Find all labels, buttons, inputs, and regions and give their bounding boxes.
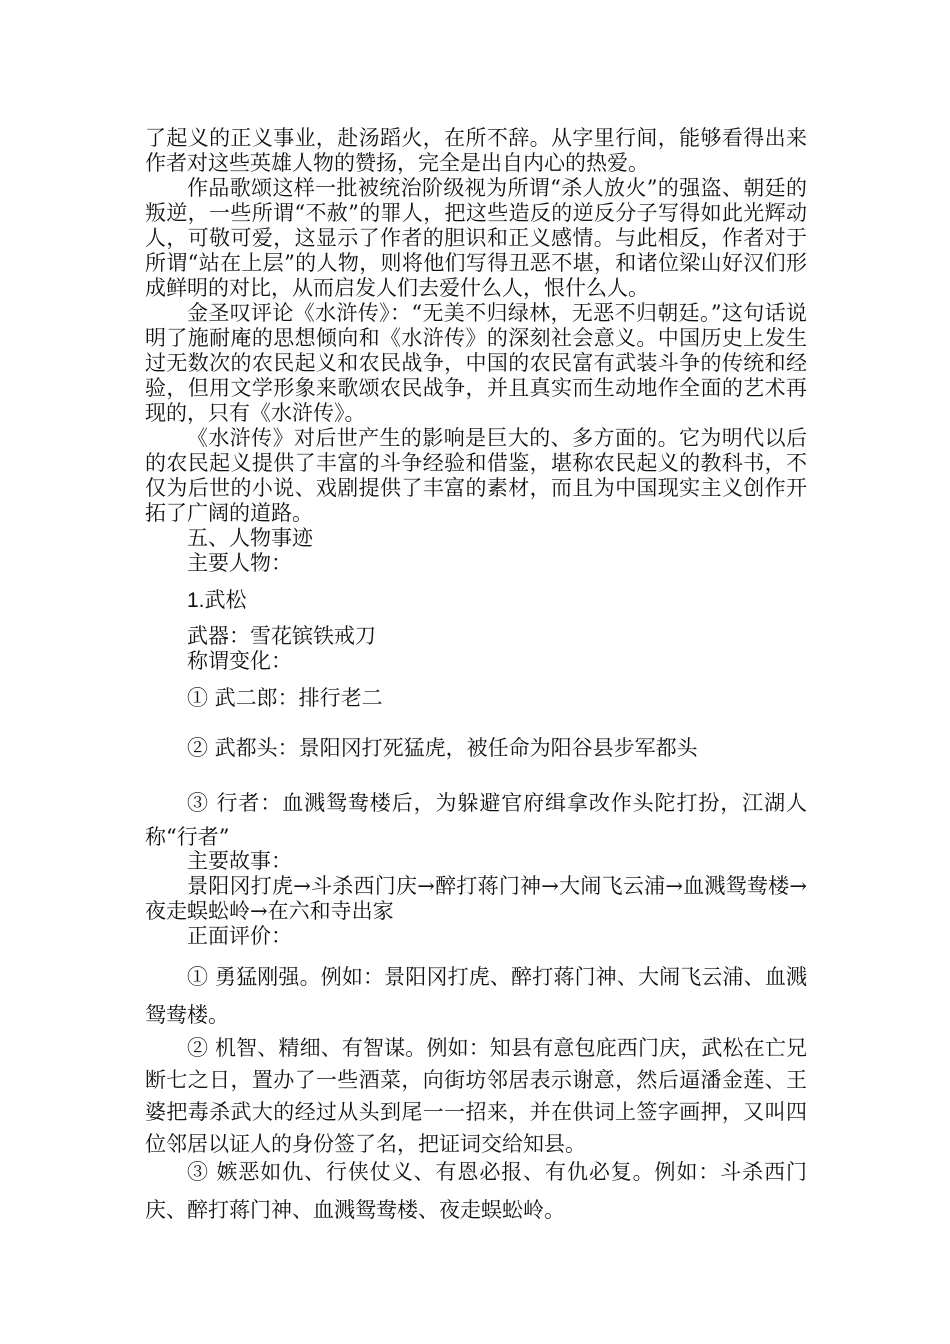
stories-label: 主要故事： (187, 849, 292, 873)
evaluation-item-3: ③ 嫉恶如仇、行侠仗义、有恩必报、有仇必复。例如：斗杀西门庆、醉打蒋门神、血溅鸳鸯楼、夜走蜈蚣岭。 (145, 1160, 807, 1222)
character-number: 1. (187, 589, 205, 612)
section-heading: 五、人物事迹 (187, 526, 313, 550)
paragraph-praise: 作品歌颂这样一批被统治阶级视为所谓“杀人放火”的强盗、朝廷的叛逆，一些所谓“不赦”的罪人，把这些造反的逆反分子写得如此光辉动人，可敬可爱，这显示了作者的胆识和正义感情。与此相反，作者对于所谓“站在上层”的人物，则将他们写得丑恶不堪，和诸位梁山好汉们形成鲜明的对比，从而启发人们去爱什么人，恨什么人。 (145, 176, 807, 300)
stories-list: 景阳冈打虎→斗杀西门庆→醉打蒋门神→大闹飞云浦→血溅鸳鸯楼→夜走蜈蚣岭→在六和寺出家 (145, 874, 807, 923)
titles-label: 称谓变化： (187, 649, 292, 673)
weapon-line: 武器：雪花镔铁戒刀 (187, 624, 376, 648)
evaluation-item-2: ② 机智、精细、有智谋。例如：知县有意包庇西门庆，武松在亡兄断七之日，置办了一些酒菜，向街坊邻居表示谢意，然后逼潘金莲、王婆把毒杀武大的经过从头到尾一一招来，并在供词上签字画押，又叫四位邻居以证人的身份签了名，把证词交给知县。 (145, 1036, 807, 1156)
paragraph-jin-shengtan: 金圣叹评论《水浒传》：“无美不归绿林，无恶不归朝廷。”这句话说明了施耐庵的思想倾向和《水浒传》的深刻社会意义。中国历史上发生过无数次的农民起义和农民战争，中国的农民富有武装斗争的传统和经验，但用文学形象来歌颂农民战争，并且真实而生动地作全面的艺术再现的，只有《水浒传》。 (145, 301, 807, 425)
intro-paragraph: 了起义的正义事业，赴汤蹈火，在所不辞。从字里行间，能够看得出来作者对这些英雄人物的赞扬，完全是出自内心的热爱。 (145, 126, 807, 175)
evaluation-item-1: ① 勇猛刚强。例如：景阳冈打虎、醉打蒋门神、大闹飞云浦、血溅鸳鸯楼。 (145, 965, 807, 1027)
title-item-1: ① 武二郎：排行老二 (187, 686, 383, 710)
positive-evaluation-label: 正面评价： (187, 924, 292, 948)
character-heading (187, 588, 807, 613)
character-name: 武松 (204, 588, 247, 612)
title-item-3: ③ 行者：血溅鸳鸯楼后，为躲避官府缉拿改作头陀打扮，江湖人称“行者” (145, 791, 807, 849)
main-characters-label: 主要人物： (187, 551, 292, 575)
paragraph-influence: 《水浒传》对后世产生的影响是巨大的、多方面的。它为明代以后的农民起义提供了丰富的斗争经验和借鉴，堪称农民起义的教科书，不仅为后世的小说、戏剧提供了丰富的素材，而且为中国现实主义创作开拓了广阔的道路。 (145, 426, 807, 525)
title-item-2: ② 武都头：景阳冈打死猛虎，被任命为阳谷县步军都头 (187, 736, 698, 760)
